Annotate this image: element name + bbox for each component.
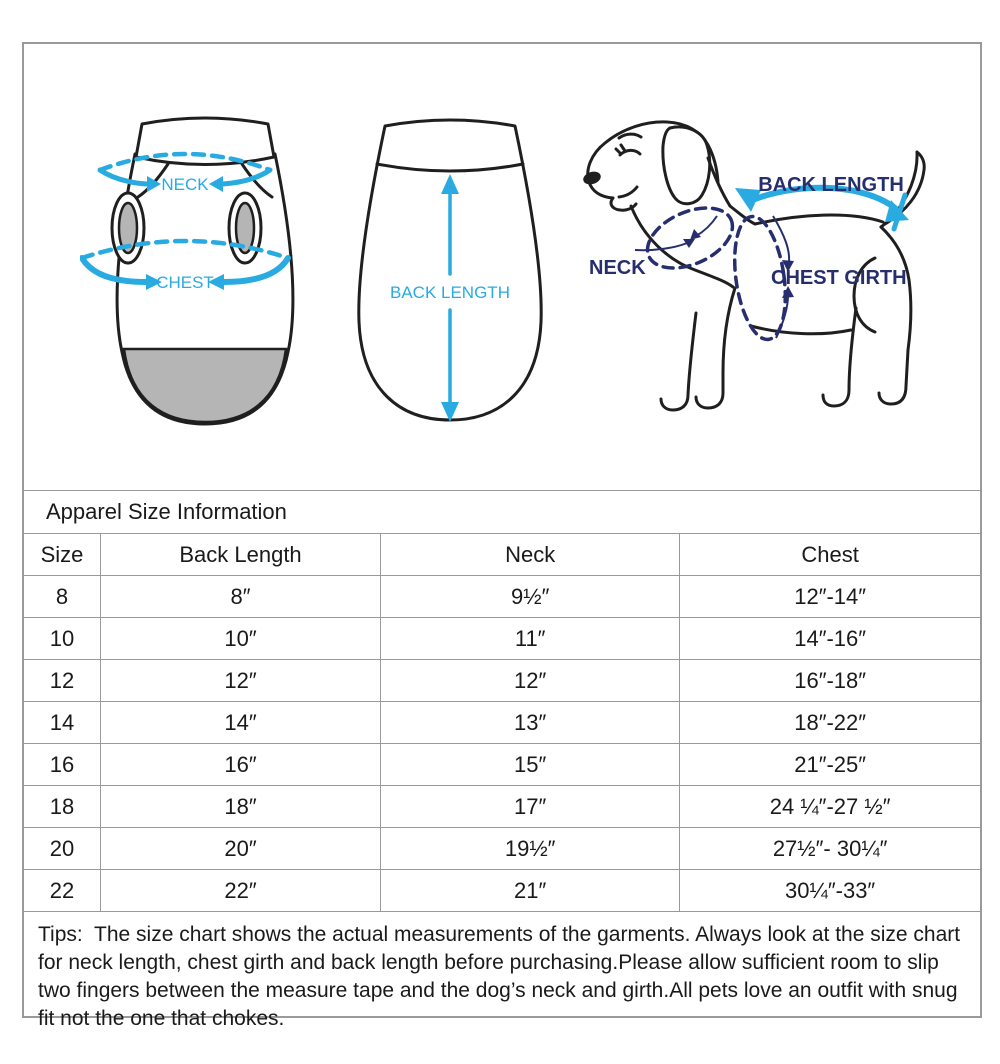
table-row: 16 16″ 15″ 21″-25″ <box>24 744 980 786</box>
table-title-row <box>24 490 980 533</box>
table-row: 22 22″ 21″ 30¼″-33″ <box>24 870 980 912</box>
dog-rear-leg-far <box>879 227 911 404</box>
tips-label: Tips: <box>38 923 83 946</box>
col-header-neck: Neck <box>381 534 680 576</box>
col-header-chest: Chest <box>680 534 980 576</box>
garment-belly-panel <box>124 349 286 422</box>
dog-chest-girth-label: CHEST GIRTH <box>771 267 907 289</box>
table-row: 10 10″ 11″ 14″-16″ <box>24 618 980 660</box>
dog-front-leg-near <box>661 313 696 410</box>
table-row: 14 14″ 13″ 18″-22″ <box>24 702 980 744</box>
col-header-size: Size <box>24 534 100 576</box>
size-chart-panel <box>22 42 982 1030</box>
dog-neck-label: NECK <box>589 257 646 279</box>
dog-diagram <box>575 98 980 450</box>
dog-back-length-label: BACK LENGTH <box>758 174 904 196</box>
size-table <box>24 533 980 912</box>
table-row: 20 20″ 19½″ 27½″- 30¼″ <box>24 828 980 870</box>
dog-ear <box>663 127 710 204</box>
dog-belly <box>751 326 851 334</box>
table-row: 18 18″ 17″ 24 ¼″-27 ½″ <box>24 786 980 828</box>
table-row: 8 8″ 9½″ 12″-14″ <box>24 576 980 618</box>
garment-back-diagram <box>345 112 555 434</box>
table-row: 12 12″ 12″ 16″-18″ <box>24 660 980 702</box>
garment-front-diagram <box>80 112 330 434</box>
dog-nose <box>582 170 603 187</box>
tips-body: The size chart shows the actual measurements of the garments. Always look at the size chart for neck length, chest girth and back length before purchasing.Please allow sufficient room to slip two fingers between the measure tape and the dog’s neck and girth.All pets love an outfit with snug fit not the one that chokes. <box>38 923 961 1030</box>
dog-front-leg-far <box>696 288 735 408</box>
table-header-row <box>24 534 980 576</box>
dog-rear-leg-near <box>823 308 856 406</box>
table-title: Apparel Size Information <box>46 499 287 524</box>
back-length-label: BACK LENGTH <box>390 283 510 302</box>
front-neck-label: NECK <box>161 175 209 194</box>
col-header-back-length: Back Length <box>100 534 380 576</box>
dog-eye <box>616 134 641 155</box>
measurement-diagrams <box>24 44 980 490</box>
front-chest-label: CHEST <box>156 273 214 292</box>
tips-text <box>24 912 980 1033</box>
